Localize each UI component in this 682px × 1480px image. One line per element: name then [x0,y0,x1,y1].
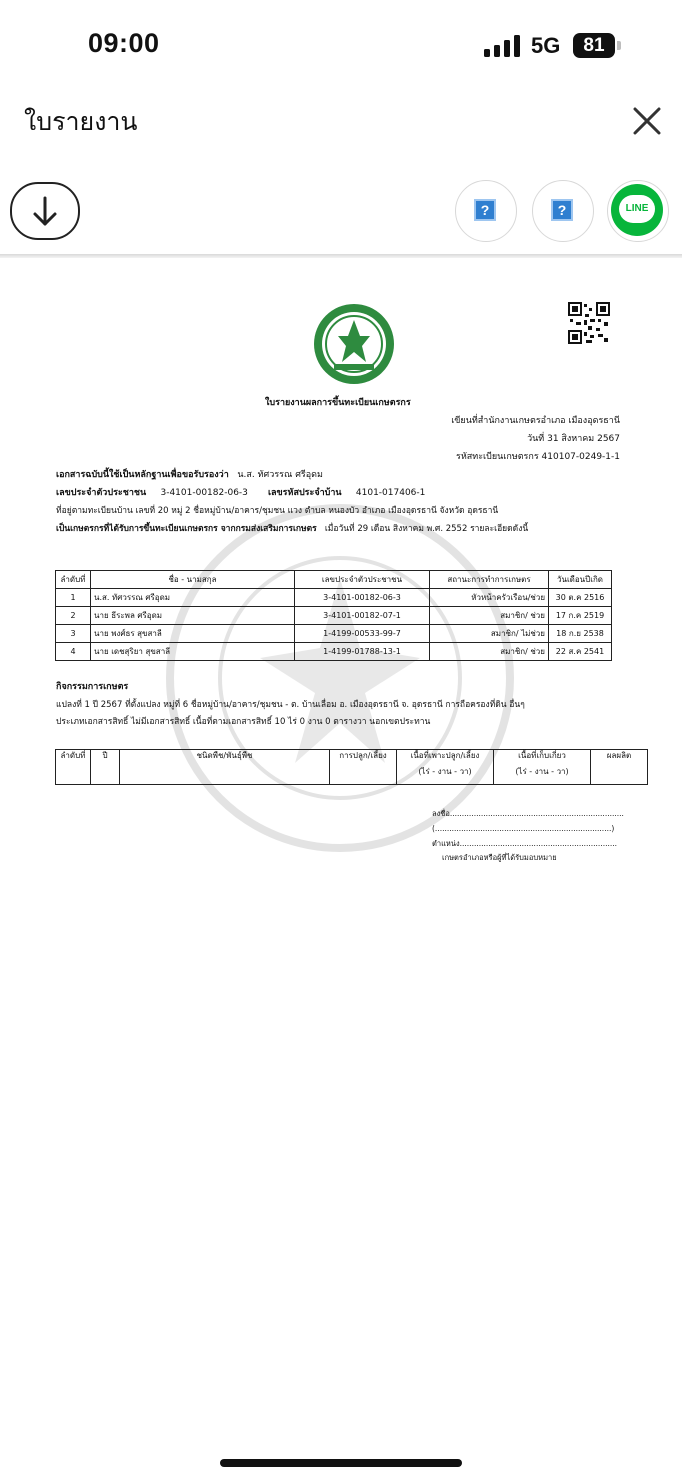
signature-name-line: (..........................................................................) [432,824,615,833]
position-line: ตำแหน่ง.................................................................. [432,839,617,848]
registered-date: เมื่อวันที่ 29 เดือน สิงหาคม พ.ศ. 2552 รายละเอียดดังนี้ [324,524,529,534]
share-app-button-1[interactable] [455,180,517,242]
department-logo-icon [312,302,396,386]
table-cell: สมาชิก/ ช่วย [430,607,549,625]
table-cell: 2 [56,607,91,625]
close-button[interactable] [630,104,664,138]
table-cell: 1-4199-01788-13-1 [295,643,430,661]
table-cell: นาย ธีระพล ศรีอุดม [91,607,295,625]
download-button[interactable] [10,182,80,240]
id-line [56,488,425,499]
activity-table [55,749,648,785]
battery-cap [617,41,621,50]
watermark-seal-icon [160,498,520,858]
cert-label: เอกสารฉบับนี้ใช้เป็นหลักฐานเพื่อขอรับรองว่า [56,470,229,480]
battery-icon: 81 [573,33,615,58]
col-header: การปลูก/เลี้ยง [330,750,397,785]
col-header: ชื่อ - นามสกุล [91,571,295,589]
members-table [55,570,612,661]
registered-label: เป็นเกษตรกรที่ได้รับการขึ้นทะเบียนเกษตรกร จากกรมส่งเสริมการเกษตร [56,524,317,534]
table-row [56,625,612,643]
area-unit: (ไร่ - งาน - วา) [515,766,569,776]
registration-code: รหัสทะเบียนเกษตรกร 410107-0249-1-1 [456,452,620,462]
col-header: ผลผลิต [591,750,648,785]
table-cell: 1-4199-00533-99-7 [295,625,430,643]
table-cell: 18 ก.ย 2538 [549,625,612,643]
table-cell: น.ส. ทัศวรรณ ศรีอุดม [91,589,295,607]
col-header: ปี [91,750,120,785]
table-cell: หัวหน้าครัวเรือน/ช่วย [430,589,549,607]
certification-line [56,470,323,481]
col-header: ลำดับที่ [56,750,91,785]
close-icon [630,104,664,138]
activity-line-2: ประเภทเอกสารสิทธิ์ ไม่มีเอกสารสิทธิ์ เนื้อที่ตามเอกสารสิทธิ์ 10 ไร่ 0 งาน 0 ตารางวา นอกเขตประทาน [56,717,431,727]
report-date: วันที่ 31 สิงหาคม 2567 [527,434,620,444]
line-label: LINE [619,195,655,223]
area-harvested-label: เนื้อที่เก็บเกี่ยว [518,751,566,760]
registered-line [56,524,528,534]
app-placeholder-icon: ? [474,199,496,221]
col-header: ลำดับที่ [56,571,91,589]
share-app-button-2[interactable] [532,180,594,242]
qr-code-icon [568,302,610,344]
activity-line-1: แปลงที่ 1 ปี 2567 ที่ตั้งแปลง หมู่ที่ 6 ชื่อหมู่บ้าน/อาคาร/ชุมชน - ต. บ้านเลื่อม อ. เมืองอุดรธานี จ. อุดรธานี การถือครองที่ดิน อื่นๆ [56,700,525,710]
table-cell: สมาชิก/ ไม่ช่วย [430,625,549,643]
toolbar-divider [0,254,682,258]
table-header-row [56,571,612,589]
app-placeholder-icon: ? [551,199,573,221]
table-cell: 3-4101-00182-07-1 [295,607,430,625]
table-row [56,643,612,661]
status-time: 09:00 [88,28,160,58]
table-cell: นาย พงศ์ธร สุขสาลี [91,625,295,643]
col-header [397,750,494,785]
download-arrow-icon [12,184,78,238]
table-cell: 17 ก.ค 2519 [549,607,612,625]
home-indicator[interactable] [220,1459,462,1467]
table-row [56,607,612,625]
table-cell: สมาชิก/ ช่วย [430,643,549,661]
col-header: ชนิดพืช/พันธุ์พืช [120,750,330,785]
col-header: วันเดือนปีเกิด [549,571,612,589]
area-unit: (ไร่ - งาน - วา) [418,766,472,776]
cert-name: น.ส. ทัศวรรณ ศรีอุดม [237,470,323,480]
table-header-row [56,750,648,785]
activity-title: กิจกรรมการเกษตร [56,682,129,692]
document-title: ใบรายงานผลการขึ้นทะเบียนเกษตรกร [265,398,411,408]
signer-note: เกษตรอำเภอหรือผู้ที่ได้รับมอบหมาย [442,853,557,862]
area-planted-label: เนื้อที่เพาะปลูก/เลี้ยง [410,751,480,760]
table-cell: 1 [56,589,91,607]
table-cell: 3 [56,625,91,643]
signature-line: ลงชื่อ......................................................................... [432,809,624,818]
col-header: เลขประจำตัวประชาชน [295,571,430,589]
table-cell: 3-4101-00182-06-3 [295,589,430,607]
network-type: 5G [531,33,561,58]
address-line: ที่อยู่ตามทะเบียนบ้าน เลขที่ 20 หมู่ 2 ชื่อหมู่บ้าน/อาคาร/ชุมชน แวง ตำบล หนองบัว อำเภอ เมืองอุดรธานี จังหวัด อุดรธานี [56,506,499,516]
id-label: เลขประจำตัวประชาชน [56,488,147,498]
report-document [40,268,652,888]
table-cell: 22 ส.ค 2541 [549,643,612,661]
house-label: เลขรหัสประจำบ้าน [267,488,342,498]
table-row [56,589,612,607]
line-app-icon [611,184,663,236]
house-value: 4101-017406-1 [355,488,426,498]
cellular-signal-icon [484,33,520,57]
page-title: ใบรายงาน [24,107,138,136]
id-value: 3-4101-00182-06-3 [160,488,248,498]
table-cell: นาย เดชสุริยา สุขสาลี [91,643,295,661]
written-at: เขียนที่สำนักงานเกษตรอำเภอ เมืองอุดรธานี [451,416,620,426]
table-cell: 30 ต.ค 2516 [549,589,612,607]
col-header: สถานะการทำการเกษตร [430,571,549,589]
col-header [494,750,591,785]
table-cell: 4 [56,643,91,661]
share-line-button[interactable] [607,180,669,242]
